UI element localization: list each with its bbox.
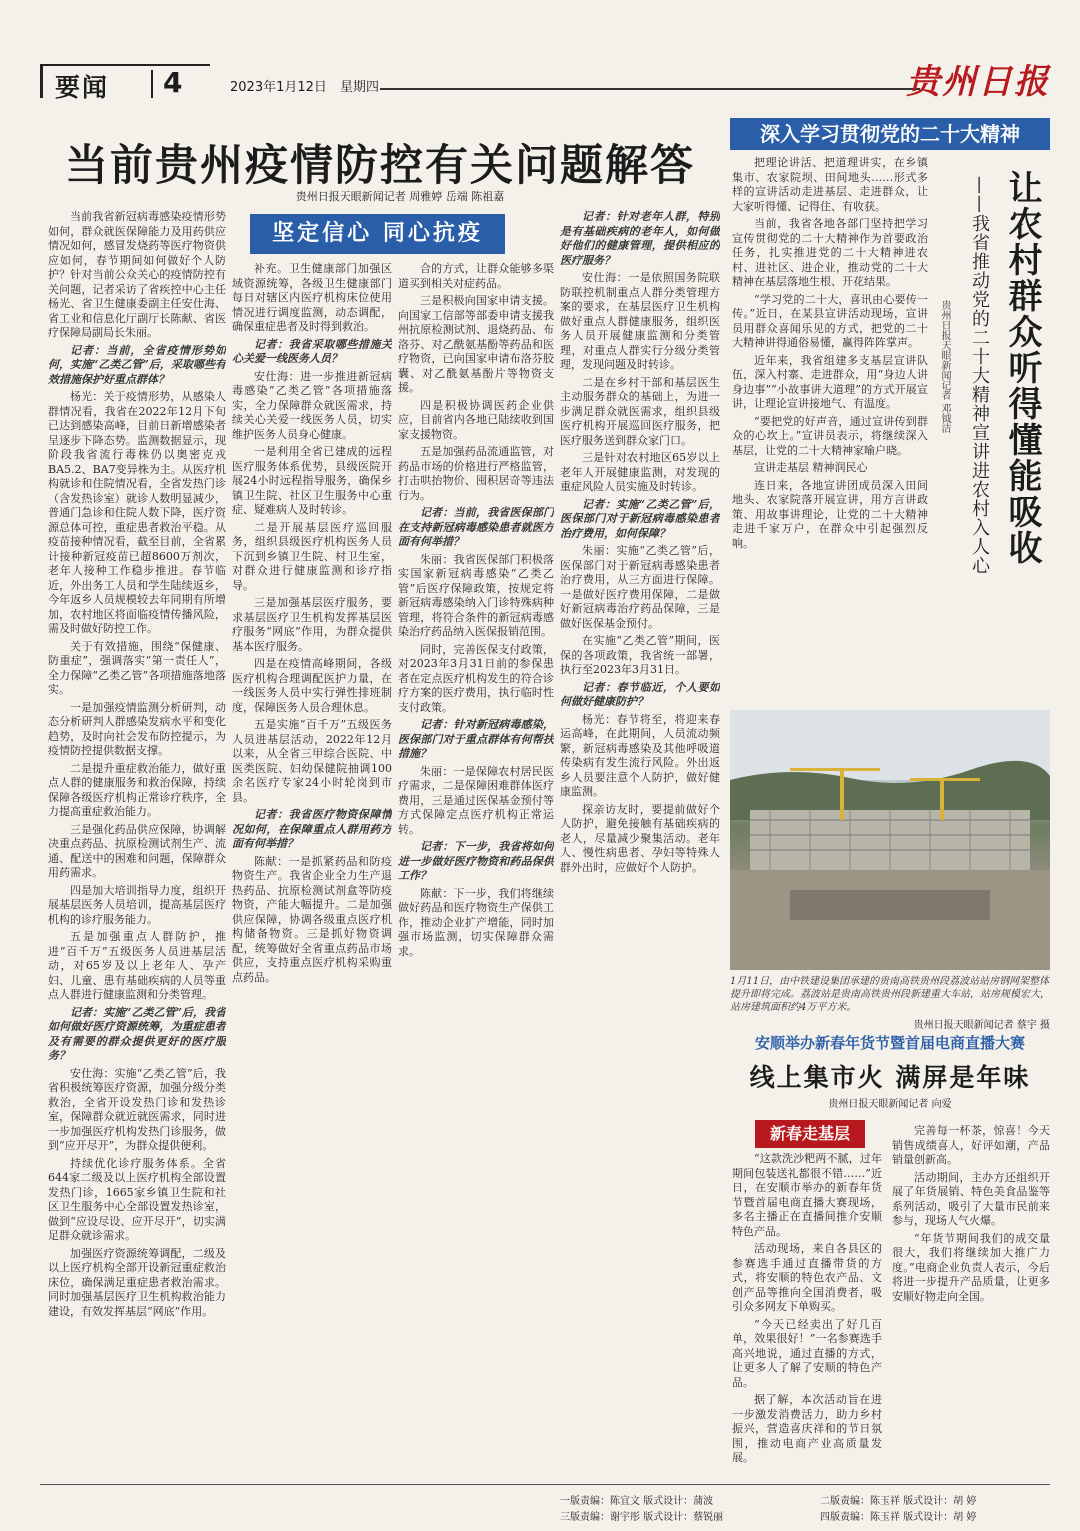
paragraph: 同时，完善医保支付政策，对2023年3月31日前的参保患者在定点医疗机构发生的符合诊疗方案的医疗费用，执行临时性支付政策。 bbox=[398, 642, 554, 714]
paragraph: “这款洗沙粑两不腻，过年期间包装送礼都很不错……”近日，在安顺市举办的新春年货节暨首届电商直播大赛现场，多名主播正在直播间推介安顺特色产品。 bbox=[732, 1152, 882, 1238]
paragraph: 近年来，我省组建多支基层宣讲队伍，深入村寨、走进群众，用“身边人讲身边事”“小故事讲大道理”的方式开展宣讲，让理论宣讲接地气、有温度。 bbox=[732, 353, 928, 410]
paragraph: 三是加强基层医疗服务，要求基层医疗卫生机构发挥基层医疗服务“网底”作用，为群众提供基本医疗服务。 bbox=[232, 596, 392, 653]
paragraph: 记者：下一步，我省将如何进一步做好医疗物资和药品保供工作？ bbox=[398, 840, 554, 882]
column-tag: 新春走基层 bbox=[755, 1120, 865, 1148]
footer-credit-1: 一版责编：陈宜文 版式设计：蒲波 bbox=[560, 1496, 714, 1507]
paragraph: 把理论讲活、把道理讲实，在乡镇集市、农家院坝、田间地头……形式多样的宣讲活动走进基层、走进群众，让大家听得懂、记得住、有收获。 bbox=[732, 156, 928, 213]
construction-photo bbox=[730, 710, 1050, 970]
page-number: 4 bbox=[163, 66, 183, 99]
photo-credit: 贵州日报天眼新闻记者 蔡宇 摄 bbox=[913, 1020, 1050, 1031]
paragraph: 完善每一杯茶，惊喜！今天销售成绩喜人，好评如潮，产品销量创新高。 bbox=[892, 1124, 1050, 1166]
issue-weekday: 星期四 bbox=[340, 80, 380, 95]
paragraph: 记者：当前，我省医保部门在支持新冠病毒感染患者就医方面有何举措？ bbox=[398, 506, 554, 548]
paragraph: 记者：实施“乙类乙管”后，医保部门对于新冠病毒感染患者治疗费用，如何保障？ bbox=[560, 497, 720, 540]
section-banner: 坚定信心 同心抗疫 bbox=[250, 214, 505, 254]
paragraph: 当前，我省各地各部门坚持把学习宣传贯彻党的二十大精神作为首要政治任务，扎实推进党的二十大精神进农村、进社区、进企业，推动党的二十大精神在基层落地生根、开花结果。 bbox=[732, 217, 928, 288]
paragraph: 四是积极协调医药企业供应，目前省内各地已陆续收到国家支援物资。 bbox=[398, 398, 554, 441]
paragraph: 朱丽：一是保障农村居民医疗需求，二是保障困难群体医疗费用，三是通过医保基金预付等方式保障定点医疗机构正常运转。 bbox=[398, 764, 554, 836]
photo-caption: 1月11日，由中铁建设集团承建的贵南高铁贵州段荔波站站房钢网架整体提升即将完成。荔波站是贵南高铁贵州段新建重大车站，站房规模宏大，站房建筑面积约4万平方米。 bbox=[730, 976, 1050, 1013]
paragraph: 三是强化药品供应保障，协调解决重点药品、抗原检测试剂生产、流通、配送中的困难和问题，保障群众用药需求。 bbox=[48, 822, 226, 879]
paragraph: 二是提升重症救治能力，做好重点人群的健康服务和救治保障，持续保障各级医疗机构正常诊疗秩序，全力提高重症救治能力。 bbox=[48, 761, 226, 818]
paragraph: 记者：我省采取哪些措施关心关爱一线医务人员？ bbox=[232, 337, 392, 365]
article2-column-2 bbox=[892, 1124, 1050, 1477]
paragraph: 合的方式，让群众能够多渠道买到相关对症药品。 bbox=[398, 262, 554, 290]
main-byline: 贵州日报天眼新闻记者 周雅婷 岳端 陈祖嘉 bbox=[295, 190, 505, 203]
paragraph: 加强医疗资源统筹调配，二级及以上医疗机构全部开设新冠重症救治床位，确保满足重症患者救治需求。同时加强基层医疗卫生机构救治能力建设，有效发挥基层“网底”作用。 bbox=[48, 1246, 226, 1318]
paragraph: 杨光：春节将至，将迎来春运高峰，在此期间，人员流动频繁，新冠病毒感染及其他呼吸道传染病有发生流行风险。外出返乡人员要注意个人防护，做好健康监测。 bbox=[560, 712, 720, 798]
paragraph: 记者：针对老年人群，特别是有基础疾病的老年人，如何做好他们的健康管理，提供相应的医疗服务？ bbox=[560, 210, 720, 267]
paragraph: 五是实施“百千万”五级医务人员进基层活动，2022年12月以来，从全省三甲综合医院、中医类医院、妇幼保健院抽调100余名医疗专家24小时轮岗到市县。 bbox=[232, 718, 392, 804]
paragraph: 关于有效措施，围绕“保健康、防重症”，强调落实“第一责任人”，全力保障“乙类乙管”各项措施落地落实。 bbox=[48, 639, 226, 696]
paragraph: 探亲访友时，要提前做好个人防护，避免接触有基础疾病的老人，尽量减少聚集活动。老年人、慢性病患者、孕妇等特殊人群外出时，应做好个人防护。 bbox=[560, 802, 720, 874]
footer-credit-2: 三版责编：谢宇彤 版式设计：蔡锐丽 bbox=[560, 1512, 724, 1523]
article2-column-1 bbox=[732, 1152, 882, 1477]
paragraph: “今天已经卖出了好几百单，效果很好！”一名参赛选手高兴地说，通过直播的方式，让更多人了解了安顺的特色产品。 bbox=[732, 1317, 882, 1389]
paragraph: “要把党的好声音，通过宣讲传到群众的心坎上。”宣讲员表示，将继续深入基层，让党的二十大精神家喻户晓。 bbox=[732, 414, 928, 457]
paragraph: 四是在疫情高峰期间，各级医疗机构合理调配医护力量，在一线医务人员中实行弹性排班制度，保障医务人员合理休息。 bbox=[232, 657, 392, 714]
paragraph: 持续优化诊疗服务体系。全省644家二级及以上医疗机构全部设置发热门诊，1665家乡镇卫生院和社区卫生服务中心全部设置发热诊室，做到“应设尽设、应开尽开”，切实满足群众就诊需求。 bbox=[48, 1156, 226, 1242]
paragraph: 补充。卫生健康部门加强区域资源统筹，各级卫生健康部门每日对辖区内医疗机构床位使用情况进行调度监测，动态调配，确保重症患者及时得到救治。 bbox=[232, 262, 392, 333]
footer-rule bbox=[40, 1484, 1050, 1485]
masthead bbox=[40, 60, 1050, 106]
photo-illustration bbox=[730, 710, 1050, 970]
paragraph: 连日来，各地宣讲团成员深入田间地头、农家院落开展宣讲，用方言讲政策、用故事讲理论，让党的二十大精神走进千家万户，在群众中引起强烈反响。 bbox=[732, 478, 928, 550]
section-name: 要闻 bbox=[55, 73, 110, 102]
paragraph: “年货节期间我们的成交量很大，我们将继续加大推广力度。”电商企业负责人表示，今后将进一步提升产品质量，让更多安顺好物走向全国。 bbox=[892, 1231, 1050, 1303]
paragraph: 二是在乡村干部和基层医生主动服务群众的基础上，为进一步满足群众就医需求，组织县级医疗机构开展巡回医疗服务，把医疗服务送到群众家门口。 bbox=[560, 375, 720, 447]
vertical-byline: 贵州日报天眼新闻记者 邓钺洁 bbox=[939, 300, 950, 434]
paragraph: 陈献：下一步，我们将继续做好药品和医疗物资生产保供工作，推动企业扩产增能，同时加强市场监测，切实保障群众需求。 bbox=[398, 886, 554, 958]
paragraph: 五是加强药品流通监管，对药品市场的价格进行严格监管，打击哄抬物价、囤积居奇等违法行为。 bbox=[398, 445, 554, 502]
paragraph: 三是积极向国家申请支援。向国家工信部等部委申请支援我州抗原检测试剂、退烧药品、布洛芬、对乙酰氨基酚等药品和医疗物资，已向国家申请布洛芬胶囊、对乙酰氨基酚片等物资支援。 bbox=[398, 294, 554, 394]
header-rule bbox=[380, 88, 920, 90]
paragraph: 一是利用全省已建成的远程医疗服务体系优势，县级医院开展24小时远程指导服务，确保乡镇卫生院、社区卫生服务中心重症、疑难病人及时转诊。 bbox=[232, 445, 392, 516]
paragraph: 五是加强重点人群防护，推进“百千万”五级医务人员进基层活动，对65岁及以上老年人、孕产妇、儿童、患有基础疾病的人员等重点人群进行健康监测和分类管理。 bbox=[48, 930, 226, 1001]
paragraph: 记者：我省医疗物资保障情况如何，在保障重点人群用药方面有何举措？ bbox=[232, 808, 392, 850]
vertical-subheadline: ——我省推动党的二十大精神宣讲进农村入人心 bbox=[969, 176, 990, 575]
footer-credit-3: 二版责编：陈玉祥 版式设计：胡 婷 bbox=[820, 1496, 977, 1507]
paragraph: 在实施“乙类乙管”期间，医保的各项政策，我省统一部署，执行至2023年3月31日。 bbox=[560, 634, 720, 676]
footer-credit-4: 四版责编：陈玉祥 版式设计：胡 婷 bbox=[820, 1512, 977, 1523]
paragraph: 记者：实施“乙类乙管”后，我省如何做好医疗资源统筹，为重症患者及有需要的群众提供更好的医疗服务？ bbox=[48, 1005, 226, 1062]
section-box bbox=[40, 64, 210, 102]
paragraph: “学习党的二十大，喜讯由心要传一传。”近日，在某县宣讲活动现场，宣讲员用群众喜闻乐见的方式，把党的二十大精神讲得通俗易懂，赢得阵阵掌声。 bbox=[732, 292, 928, 349]
paragraph: 二是开展基层医疗巡回服务，组织县级医疗机构医务人员下沉到乡镇卫生院、村卫生室，对群众进行健康监测和诊疗指导。 bbox=[232, 520, 392, 592]
right-section-banner: 深入学习贯彻党的二十大精神 bbox=[730, 118, 1050, 150]
right-article-text bbox=[732, 156, 928, 701]
article2-headline: 线上集市火 满屏是年味 bbox=[749, 1063, 1031, 1092]
paragraph: 宣讲走基层 精神润民心 bbox=[754, 461, 868, 474]
article-column-1 bbox=[48, 210, 226, 1480]
article-column-2 bbox=[232, 262, 392, 1480]
paragraph: 朱丽：我省医保部门积极落实国家新冠病毒感染“乙类乙管”后医疗保障政策，按规定将新冠病毒感染纳入门诊特殊病种管理，将符合条件的新冠病毒感染治疗药品纳入医保报销范围。 bbox=[398, 552, 554, 638]
paragraph: 据了解，本次活动旨在进一步激发消费活力，助力乡村振兴，营造喜庆祥和的节日氛围，推动电商产业高质量发展。 bbox=[732, 1393, 882, 1464]
article2-byline: 贵州日报天眼新闻记者 向爱 bbox=[828, 1099, 952, 1110]
article2-subheadline: 安顺举办新春年货节暨首届电商直播大赛 bbox=[754, 1034, 1025, 1052]
paragraph: 一是加强疫情监测分析研判，动态分析研判人群感染发病水平和变化趋势，及时向社会发布防控提示，为疫情防控提供数据支撑。 bbox=[48, 700, 226, 757]
paragraph: 安仕海：一是依照国务院联防联控机制重点人群分类管理方案的要求，在基层医疗卫生机构做好重点人群健康服务，组织医务人员开展健康监测和分类管理，对重点人群实行分级分类管理，发现问题及时转诊。 bbox=[560, 271, 720, 371]
article-column-4 bbox=[560, 210, 720, 1480]
paragraph: 杨光：关于疫情形势，从感染人群情况看，我省在2022年12月下旬已达到感染高峰，目前日新增感染者呈逐步下降态势。监测数据显示，现阶段我省流行毒株仍以奥密克戎BA5.2、BA7变异株为主。从医疗机构就诊和住院情况看，全省发热门诊（含发热诊室）就诊人数明显减少，普通门急诊和住院人数下降，医疗资源总体可控，重症患者救治平稳。从疫苗接种情况看，截至目前，全省累计接种新冠疫苗已超8600万剂次，老年人接种工作稳步推进。春节临近，外出务工人员和学生陆续返乡，今年返乡人员规模较去年同期有所增加，农村地区将面临疫情传播风险，需及时做好防控工作。 bbox=[48, 390, 226, 635]
paragraph: 记者：针对新冠病毒感染，医保部门对于重点群体有何帮扶措施？ bbox=[398, 718, 554, 760]
newspaper-logo: 贵州日报 bbox=[906, 62, 1050, 102]
section-divider bbox=[151, 70, 153, 98]
paragraph: 记者：当前，全省疫情形势如何，实施“乙类乙管”后，采取哪些有效措施保护好重点群体？ bbox=[48, 343, 226, 386]
paragraph: 朱丽：实施“乙类乙管”后，医保部门对于新冠病毒感染患者治疗费用，从三方面进行保障。一是做好医疗费用保障，二是做好新冠病毒治疗药品保障，三是做好医保基金预付。 bbox=[560, 544, 720, 630]
paragraph: 三是针对农村地区65岁以上老年人开展健康监测，对发现的重症风险人员实施及时转诊。 bbox=[560, 451, 720, 493]
article-column-3 bbox=[398, 262, 554, 1480]
paragraph: 四是加大培训指导力度，组织开展基层医务人员培训，提高基层医疗机构的诊疗服务能力。 bbox=[48, 883, 226, 926]
vertical-headline: 让农村群众听得懂能吸收 bbox=[1002, 170, 1042, 566]
issue-date: 2023年1月12日 bbox=[230, 80, 327, 95]
paragraph: 记者：春节临近，个人要如何做好健康防护？ bbox=[560, 680, 720, 708]
paragraph: 陈献：一是抓紧药品和防疫物资生产。我省企业全力生产退热药品、抗原检测试剂盒等防疫物资，产能大幅提升。二是加强供应保障，协调各级重点医疗机构储备物资。三是抓好物资调配，统筹做好全省重点药品市场供应，支持重点医疗机构采购重点药品。 bbox=[232, 854, 392, 984]
main-headline: 当前贵州疫情防控有关问题解答 bbox=[65, 141, 695, 191]
paragraph: 当前我省新冠病毒感染疫情形势如何，群众就医保障能力及用药供应情况如何，感冒发烧药等医疗物资供应如何，春节期间如何做好个人防护？针对当前公众关心的疫情防控有关问题，记者采访了省疾控中心主任杨光、省卫生健康委副主任安仕海、省工业和信息化厅副厅长陈献、省医疗保障局副局长朱丽。 bbox=[48, 210, 226, 339]
paragraph: 安仕海：实施“乙类乙管”后，我省积极统筹医疗资源，加强分级分类救治，全省开设发热门诊和发热诊室，保障群众就近就医需求，同时进一步加强医疗机构发热门诊服务，做到“应开尽开”，为群众提供便利。 bbox=[48, 1066, 226, 1152]
paragraph: 活动期间，主办方还组织开展了年货展销、特色美食品鉴等系列活动，吸引了大量市民前来参与，现场人气火爆。 bbox=[892, 1170, 1050, 1227]
paragraph: 活动现场，来自各县区的参赛选手通过直播带货的方式，将安顺的特色农产品、文创产品等推向全国消费者，吸引众多网友下单购买。 bbox=[732, 1242, 882, 1313]
paragraph: 安仕海：进一步推进新冠病毒感染“乙类乙管”各项措施落实，全力保障群众就医需求，持续关心关爱一线医务人员，切实维护医务人员身心健康。 bbox=[232, 369, 392, 441]
